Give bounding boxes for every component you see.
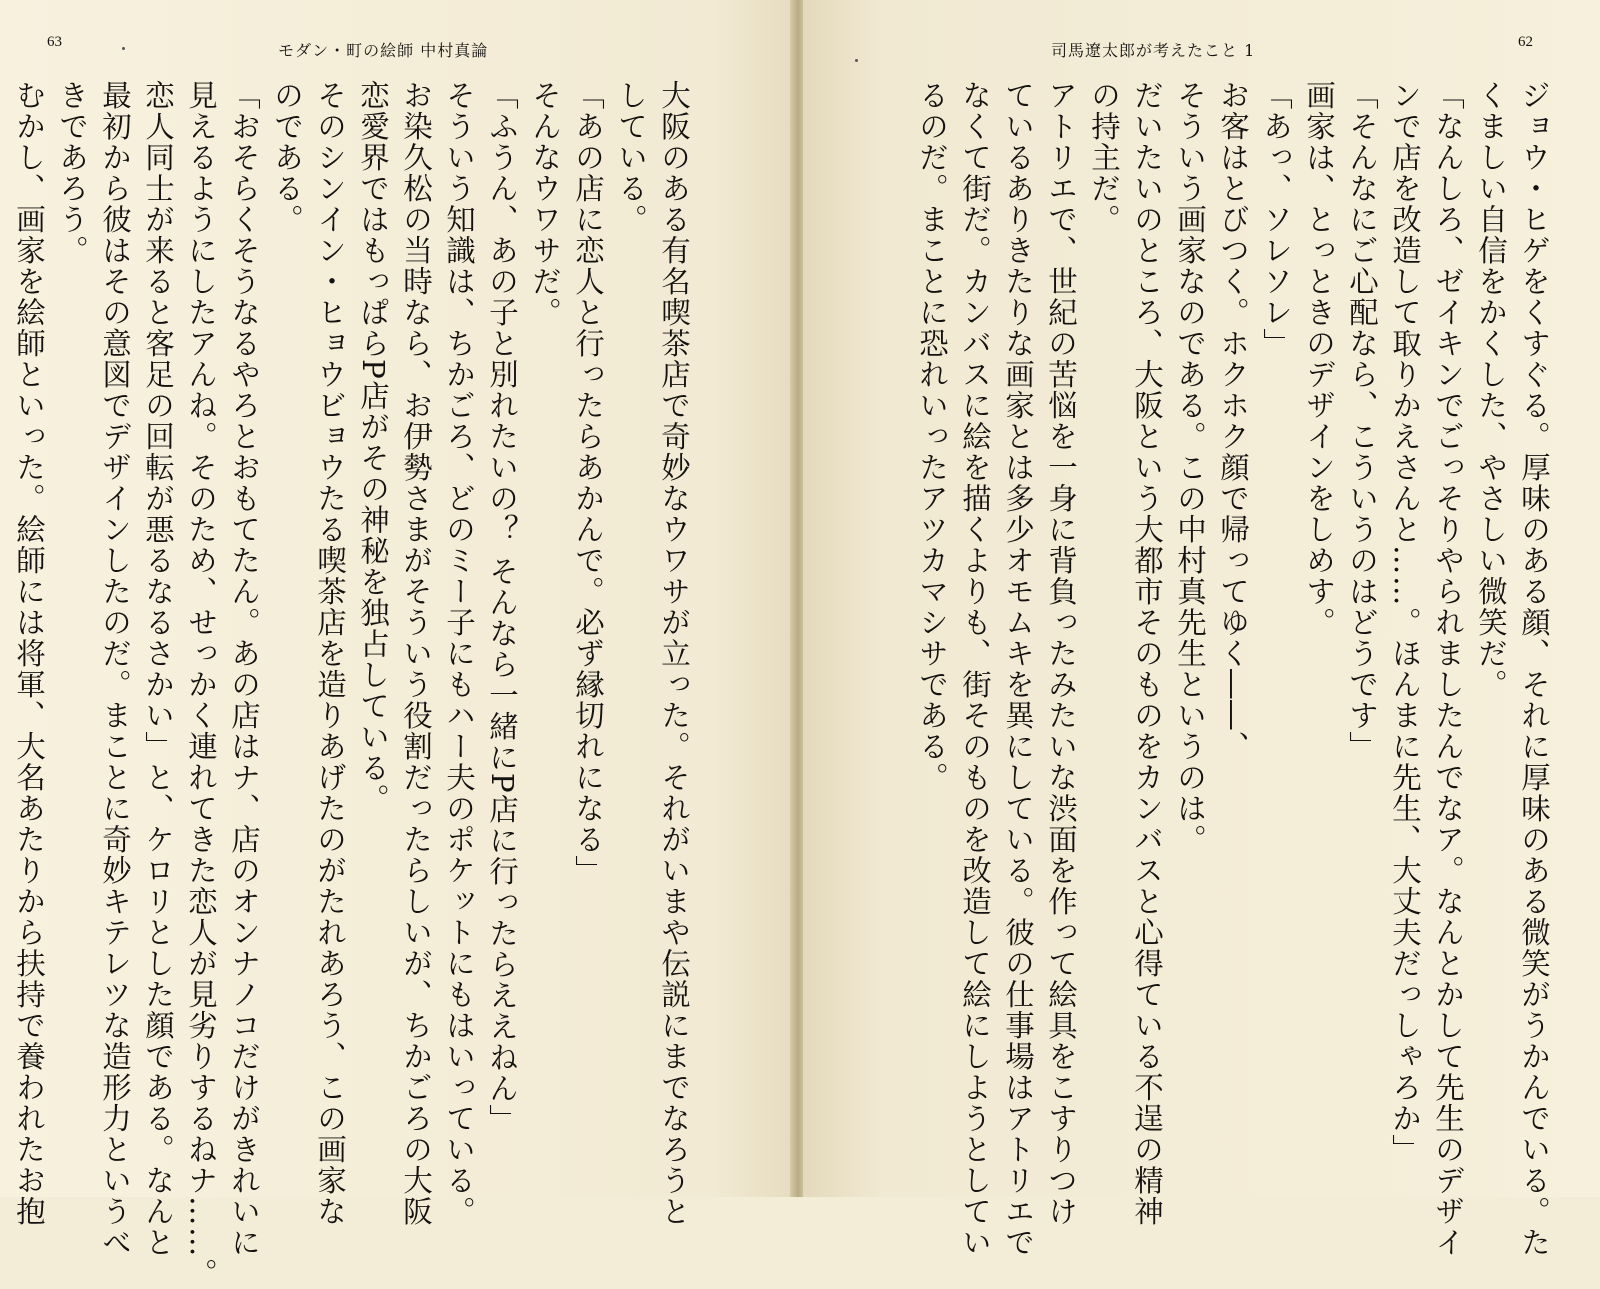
text-line: 大阪のある有名喫茶店で奇妙なウワサが立った。それがいまや伝説にまでなろうと: [657, 80, 691, 1227]
text-line: の持主だ。: [1087, 80, 1121, 235]
text-line: 「おそらくそうなるやろとおもてたん。あの店はナ、店のオンナノコだけがきれいに: [227, 80, 261, 1258]
right-page: [803, 0, 1600, 1258]
text-line: そういう知識は、ちかごろ、どのミー子にもハー夫のポケットにもはいっている。: [442, 80, 476, 1227]
speck: [122, 47, 125, 50]
text-line: 「あっ、ソレソレ」: [1259, 80, 1293, 359]
text-line: 「あの店に恋人と行ったらあかんで。必ず縁切れになる」: [571, 80, 605, 886]
text-line: くましい自信をかくした、やさしい微笑だ。: [1474, 80, 1508, 700]
right-body-text: [843, 80, 1553, 1258]
text-line: 恋愛界ではもっぱらP店がその神秘を独占している。: [356, 80, 390, 815]
text-line: アトリエで、世紀の苦悩を一身に背負ったみたいな渋面を作って絵具をこすりつけ: [1044, 80, 1078, 1227]
text-line: ているありきたりな画家とは多少オモムキを異にしている。彼の仕事場はアトリエで: [1001, 80, 1035, 1258]
text-line: 見えるようにしたアんね。そのため、せっかく連れてきた恋人が見劣りするねナ……。: [184, 80, 218, 1289]
text-line: 「ふうん、あの子と別れたいの？ そんなら一緒にP店に行ったらええねん」: [485, 80, 519, 1136]
left-body-text: [3, 80, 693, 1289]
text-line: お客はとびつく。ホクホク顔で帰ってゆく――、: [1216, 80, 1250, 762]
text-line: 「そんなにご心配なら、こういうのはどうです」: [1345, 80, 1379, 762]
text-line: 恋人同士が来ると客足の回転が悪るなるさかい」と、ケロリとした顔である。なんと: [141, 80, 175, 1258]
text-line: 画家は、とっときのデザインをしめす。: [1302, 80, 1336, 638]
text-line: きであろう。: [55, 80, 89, 266]
text-line: るのだ。まことに恐れいったアツカマシサである。: [915, 80, 949, 793]
text-line: お染久松の当時なら、お伊勢さまがそういう役割だったらしいが、ちかごろの大阪: [399, 80, 433, 1227]
text-line: ンで店を改造して取りかえさんと……。ほんまに先生、大丈夫だっしゃろか」: [1388, 80, 1422, 1165]
text-line: している。: [614, 80, 648, 235]
right-page-number: 62: [1518, 34, 1533, 50]
text-line: だいたいのところ、大阪という大都市そのものをカンバスと心得ている不逞の精神: [1130, 80, 1164, 1227]
text-line: 「なんしろ、ゼイキンでごっそりやられましたんでなア。なんとかして先生のデザイ: [1431, 80, 1465, 1258]
right-running-head: 司馬遼太郎が考えたこと 1: [1051, 41, 1256, 60]
speck: [855, 59, 858, 62]
text-line: のである。: [270, 80, 304, 235]
text-line: そういう画家なのである。この中村真先生というのは。: [1173, 80, 1207, 855]
text-line: なくて街だ。カンバスに絵を描くよりも、街そのものを改造して絵にしようとしてい: [958, 80, 992, 1258]
left-running-head: モダン・町の絵師 中村真論: [278, 41, 489, 60]
text-line: 最初から彼はその意図でデザインしたのだ。まことに奇妙キテレツな造形力というべ: [98, 80, 132, 1258]
text-line: そのシンイン・ヒョウビョウたる喫茶店を造りあげたのがたれあろう、この画家な: [313, 80, 347, 1227]
text-line: そんなウワサだ。: [528, 80, 562, 328]
left-page: [0, 0, 793, 1289]
text-line: むかし、画家を絵師といった。絵師には将軍、大名あたりから扶持で養われたお抱: [12, 80, 46, 1227]
left-page-number: 63: [47, 34, 62, 50]
text-line: ジョウ・ヒゲをくすぐる。厚味のある顔、それに厚味のある微笑がうかんでいる。た: [1517, 80, 1551, 1258]
